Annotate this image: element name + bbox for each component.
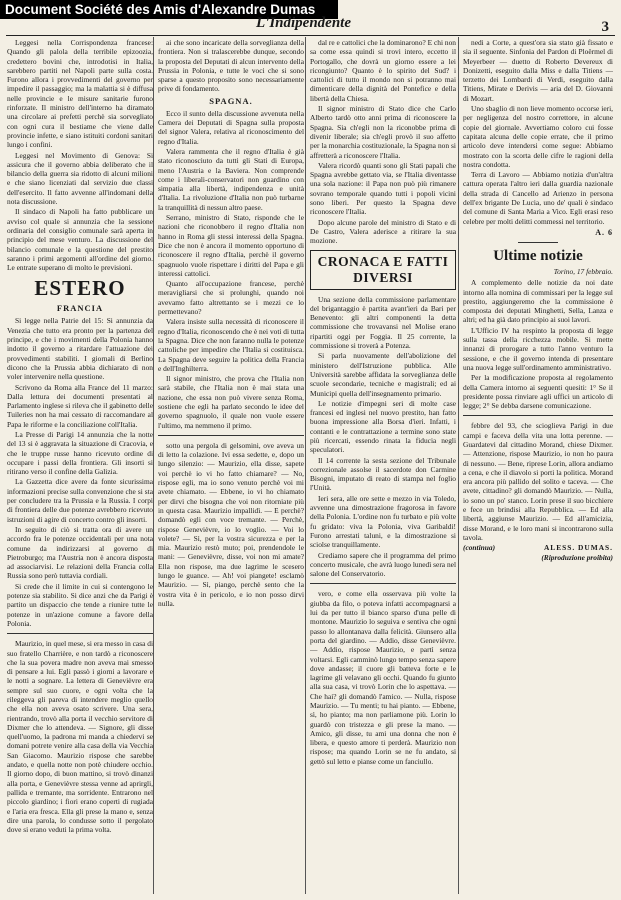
article-paragraph: Ieri sera, alle ore sette e mezzo in via Toledo, avvenne una dimostrazione fragorosa in favore della Polonia. L'ordine non fu turbato e più volte fu gridato: viva la Polonia, viva Garibaldi! Furono arrestati taluni, e la dimostrazione si sciolse tranquillamente. [310,493,456,550]
article-paragraph: Le notizie d'impegni seri di molte case francesi ed inglesi nel nuovo prestito, han fatto buona impressione alla Borsa d'ieri. Infatti, i contanti e le contrattazione a termine sono state più ricercati, essendo rinata la fiducia negli speculatori. [310,398,456,455]
section-heading-cronaca: CRONACA E FATTI DIVERSI [310,250,456,290]
article-paragraph: Valera rammenta che il regno d'Italia è già stato riconosciuto da tutti gli Stati di Europa, meno l'Austria e la Baviera. Non comprende come i liberali-conservatori non guardino con simpatia alla libertà, indipendenza e unità d'Italia. La rivoluzione d'Italia non può turbarne la tranquillità di nessun altro paese. [158,146,304,212]
article-paragraph: Terra di Lavoro — Abbiamo notizia d'un'altra cattura operata l'altro ieri dalla guardia nazionale della strada di Cancello ad Arienzo in persona dell'ex brigante De Lucia, uno de' quali è sindaco del comune di Santa Maria a Vico. Egli erasi reso celebre per molti delitti commessi nel territorio. [463,170,613,226]
continua-note: (continua) [463,543,496,553]
section-heading-ultime-notizie: Ultime notizie [493,247,583,264]
article-paragraph: Leggesi nel Movimento di Genova: Si assicura che il governo abbia deliberato che il bilancio della guerra sia ridotto di alcuni milioni e che siano licenziati dal servizio due classi dell'esercito. Il fatto avvenne all'indomani della nota discussione. [7,150,153,207]
feuilleton-text: febbre del 93, che scioglieva Parigi in due campi e faceva della vita una lotta perenne. — Guardatevi dal cittadino Morand, chiese Dixmer. — Attenzione, rispose Maurizio, io non ho paura di nessuno. — Bene, riprese Lorin, allora andiamo a cena, e che il diavolo si porti la politica. Morand era ancora più pallido del solito e taceva. — Che avete, cittadino? gli domandò Maurizio. — Nulla, io sono un po' stanco. Lorin prese il suo bicchiere e fece un brindisi alla Repubblica. — Ed alla libertà, aggiunse Maurizio. — Ed all'amicizia, disse Morand, e le loro mani si incontrarono sulla tavola. [463,421,613,542]
article-paragraph: Valera ricordò quanti sono gli Stati papali che Spagna avrebbe gettato via, se l'Italia diventasse una sola nazione: il Papa non può più rimanere sovrano temporale quando tutti i popoli vicini sono liberi. Per questo la Spagna deve riconoscere l'Italia. [310,160,456,217]
rights-note-line [463,553,613,562]
article-paragraph: Il 14 corrente la sesta sezione del Tribunale correzionale assolse il sacerdote don Carmine Bisogni, imputato di reato di stampa nel foglio l'Unità. [310,455,456,493]
article-paragraph: Uno sbaglio di non lieve momento occorse ieri, per negligenza del nostro correttore, in alcune copie del giornale. Avvertiamo coloro cui fosse capitata alcuna delle copie errate, che il primo articolo deve intendersi come segue: Abbiamo mostrato con la scorta delle cifre le ragioni della nostra condotta. [463,104,613,169]
newspaper-masthead: L'Indipendente [256,15,352,31]
page-number: 3 [601,19,609,35]
article-paragraph: Scrivono da Roma alla France del 11 marzo: Dalla lettura dei documenti presentati al Parlamento inglese si rileva che il gabinetto delle Tuileries non ha mai cessato di raccomandare al Papa le riforme e la conciliazione coll'Italia. [7,382,153,429]
article-paragraph: Valera insiste sulla necessità di riconoscere il regno d'Italia, riconoscendo che è nei voti di tutta la Spagna. Dice che non faranno nulla le potenze cattoliche per impedire che l'Italia si costituisca. La Spagna deve seguire la politica della Francia e dell'Inghilterra. [158,317,304,373]
feuilleton-text: vero, e come ella osservava più volte la giubba da filo, o poteva infatti accompagnarsi a lui da per tutto il bianco sparso d'una pelle di montone. Maurizio lo seguiva e sentiva che ogni passo lo allontanava dalla felicità. Giunsero alla porta del giardino. — Addio, disse Genevièvre. — Addio, rispose Maurizio, e partì senza voltarsi. Egli camminò lungo tempo senza sapere dove andasse; il cuore gli batteva forte e le lagrime gli velavano gli occhi. Quando fu giunto alla sua casa, vi trovò Lorin che lo aspettava. — Che hai? gli domandò l'amico. — Nulla, rispose Maurizio. — Tu menti; tu hai pianto. — Ebbene, sì, ho pianto; ma non parliamone più. Lorin lo guardò con tristezza e gli prese la mano. — Amico, gli disse, tu ami una donna che non è libera, e questo amore ti perderà. Maurizio non rispose; ma quando Lorin se ne fu andato, si gettò sul letto e pianse come un fanciullo. [310,589,456,766]
article-paragraph: Si legge nella Patrie del 15: Si annunzia da Venezia che tutto era pronto per la partenza del principe, e che i movimenti della Polonia hanno indotto il governo a ritardare l'attuazione dei provvedimenti stabiliti. I giornali di Berlino dicono che la Prussia abbia dichiarato di non voler intervenire nella questione. [7,316,153,382]
article-paragraph: La Gazzetta dice avere da fonte sicurissima informazioni precise sulla convenzione che si sta per concludere tra la Prussia e la Russia. I corpi di frontiera delle due potenze avrebbero ricevuto istruzioni di agire di concerto contro gli insorti. [7,477,153,524]
column-divider [305,37,306,894]
article-paragraph: Il signor ministro di Stato dice che Carlo Alberto tardò otto anni prima di riconoscere la Spagna. Sia ch'egli non la riconobbe prima di divenir liberale; sia ch'egli provò il suo affetto per la monarchia costituzionale, la Spagna non si affretterà a riconoscere l'Italia. [310,104,456,160]
article-paragraph: ai che sono incaricate della sorveglianza della frontiera. Non si tralascerebbe dunque, secondo la proposta del Deputati di alcun intervento della Prussia in Polonia, e tutte le voci che si sono sparse a questo proposito sono necessariamente prive di fondamento. [158,38,304,94]
column-1 [7,38,153,894]
header-rule [6,35,615,36]
feuilleton-rule [310,583,456,584]
article-paragraph: Il signor ministro, che prova che l'Italia non sarà stabile, che l'Italia non è mai stata una nazione, che essa non può vivere senza Roma, sostiene che egli ha parlato secondo le idee del governo spagnuolo, il quale non vuole essere l'ultimo, ma nemmeno il primo. [158,374,304,430]
article-paragraph: Ecco il sunto della discussione avvenuta nella Camera dei Deputati di Spagna sulla proposta del signor Valera, relativa al riconoscimento del regno d'Italia. [158,108,304,146]
article-signature: A. 6 [595,227,613,237]
author-signature: ALESS. DUMAS. [543,543,613,553]
article-paragraph: Una sezione della commissione parlamentare del brigantaggio è partita avant'ieri da Bari per Benevento: gli altri componenti la detta commissione che trovavansi nel Molise erano ripartiti oggi per Foggia. Il 25 corrente, la commissione si troverà a Potenza. [310,294,456,351]
feuilleton-rule [158,435,304,436]
archive-banner-text: Document Société des Amis d'Alexandre Dumas [5,2,316,17]
country-heading-francia: FRANCIA [56,303,104,314]
article-paragraph: dal re e cattolici che la dominarono? E chi non sa come essa quindi si trovi intero, eccetto il Portogallo, che dovrà un giorno essere a lei ricongiunto? Quanto è lo spirito del Sud? i cattolici di tutto il mondo non si potranno mai dimenticare della dignità del Pontefice e della libertà della Chiesa. [310,38,456,103]
column-2 [158,38,304,894]
article-paragraph: Serrano, ministro di Stato, risponde che le nazioni che riconobbero il regno d'Italia non hanno in Roma gli stessi interessi della Spagna. Dice che non è ancora il momento opportuno di riconoscere il regno d'Italia, perchè il governo spagnuolo vuole rispettare i diritti del Papa e gli interessi cattolici. [158,213,304,278]
article-paragraph: Leggesi nella Corrispondenza francese: Quando gli palola della terribile epizoozia, credettero bovini che, introdotisi in Italia, sarebbero partiti nel Napoli parte sulla costa. Furono allora i provvedimenti del governo per impedire il passaggio; ma la malattia si è diffusa nelle provincie e le misure sanitarie furono rinforzate. Il ministro dell'interno ha diramato una circolare ai prefetti perchè sia sorvegliato con ogni cura il bestiame che viene dalle provincie infette, e siano istituiti cordoni sanitari lungo i confini. [7,38,153,150]
section-heading-estero: ESTERO [34,276,126,301]
article-paragraph: Per la modificazione proposta al regolamento della Camera intorno ai seguenti quesiti: 1° Se il presidente possa rinviare agli uffici un articolo di legge; 2° Se debba darsene comunicazione. [463,373,613,411]
country-heading-spagna: SPAGNA. [209,95,253,106]
column-divider [458,37,459,894]
column-3 [310,38,456,894]
feuilleton-rule [7,633,153,634]
article-paragraph: Il sindaco di Napoli ha fatto pubblicare un avviso col quale si annunzia che la sessione ordinaria del consiglio comunale sarà aperta in principio del mese venturo. La discussione del bilancio comunale e la questione del prestito saranno i primi argomenti all'ordine del giorno. Le entrate superano di molto le previsioni. [7,207,153,273]
article-paragraph: nedi a Corte, a quest'ora sia stato già fissato e sia il seguente. Sinfonia del Pardon di Ploërmel di Meyerbeer — duetto di Roberto Devereux di Donizetti, eseguito dalla Miss e dalla Titiens — terzetto dei Lombardi di Verdi, eseguito dalla Titiens, Mirate e Derivis — aria del D. Giovanni di Mozart. [463,38,613,103]
article-paragraph: Si parla nuovamente dell'abolizione del ministero dell'Istruzione pubblica. Alle Università sarebbe affidata la sorveglianza delle scuole secondarie, tecniche e magistrali; ed ai Municipi quella dell'insegnamento primario. [310,351,456,398]
article-paragraph: Crediamo sapere che il programma del primo concerto musicale, che avrà luogo lunedì sera nel salone del Conservatorio. [310,550,456,579]
dateline: Torino, 17 febbraio. [553,266,613,276]
article-paragraph: La Presse di Parigi 14 annunzia che la notte del 13 si è aggravata la situazione di Cracovia, e che le truppe russe hanno ricevuto ordine di occupare i passi della frontiera. Gli insorti si ritirano verso il confine della Galizia. [7,429,153,477]
article-paragraph: Si crede che il limite in cui si contengono le potenze sia stabilito. Si dice anzi che da Parigi è partito un dispaccio che tende a riunire tutte le potenze in un'azione comune a favore della Polonia. [7,581,153,628]
column-divider [153,37,154,894]
column-4 [463,38,613,894]
article-paragraph: L'Ufficio IV ha respinto la proposta di legge sulla tassa della ricchezza mobile. Si mette innanzi di prorogare a tutto l'anno venturo la sessione, e che il governo intenda di presentare una nuova legge sull'ordinamento amministrativo. [463,325,613,372]
feuilleton-text: Maurizio, in quel mese, si era messo in casa di suo fratello Charrière, e non tardò a riconoscere che la sua povera madre non aveva mai smesso di pensare a lui. Egli passò i giorni a lavorare e le notti a sognare. La lettera di Genevièvre era sempre sul suo cuore, e ogni volta che la rileggeva gli pareva di intendere meglio quello che ella non aveva osato scrivere. Una sera, rientrando, trovò alla porta il vecchio servitore di Dixmer che lo attendeva. — Signore, gli disse quell'uomo, la padrona mi manda a chiedervi se domani potrete venire alla casa della via Vecchia San Giacomo. Maurizio rispose che sarebbe andato, e quella notte non potè chiudere occhio. Il giorno dopo, di buon mattino, si trovò dinanzi alla porta, e Genevièvre stessa venne ad aprirgli, pallida e tremante, ma sorridente. Entrarono nel piccolo giardino; i fiori erano coperti di rugiada e l'aria era fresca. Ella gli prese la mano e, senza dire una parola, lo condusse sotto il pergolato dove si erano veduti la prima volta. [7,639,153,835]
feuilleton-text: sotto una pergola di gelsomini, ove aveva un di letto la colazione. Ivi essa sedette, e, dopo un lungo silenzio: — Maurizio, ella disse, sapete voi perchè io vi ho fatto chiamare? — No, rispose egli, ma io sono venuto perchè voi mi avete chiamato. — Ebbene, io vi ho chiamato per dirvi che bisogna che voi non ritorniate più in questa casa. Maurizio impallidì. — E perchè? domandò egli con voce tremante. — Perchè, rispose Genevièvre, io lo voglio. — Voi lo volete? — Sì, per la vostra sicurezza e per la mia. Maurizio restò muto; poi, prendendole le mani: — Genevièvre, disse, voi non mi amate? Ella non rispose, ma due lagrime le scesero lungo le guance. — Ah! voi piangete! esclamò Maurizio. — Sì, piango, perchè sento che la vostra vita è in pericolo, e io non posso dirvi nulla. [158,440,304,608]
section-rule [518,242,558,243]
feuilleton-rule [463,415,613,416]
article-paragraph: A complemento delle notizie da noi date intorno alla nomina di commissari per la legge sul prestito, aggiungeremo che la commissione è composta dei deputati Minghetti, Sella, Lanza e altri; ed ha già dato principio ai suoi lavori. [463,278,613,325]
article-paragraph: In seguito di ciò si tratta ora di avere un accordo fra le potenze occidentali per una nota comune da indirizzarsi al governo di Pietroburgo; ma l'Austria non è ancora disposta ad associarvisi. Le relazioni della Francia colla Russia sono però tuttavia cordiali. [7,524,153,581]
feuilleton-footer [463,543,613,552]
article-paragraph: Quanto all'occupazione francese, perchè meravigliarsi che si prolunghi, quando noi avevamo fatto altrettanto se i mezzi ce lo permettevano? [158,279,304,317]
article-paragraph: Dopo alcune parole del ministro di Stato e di De Castro, Valera aderisce a ritirare la sua mozione. [310,217,456,246]
rights-note: (Riproduzione proibita) [541,552,613,562]
